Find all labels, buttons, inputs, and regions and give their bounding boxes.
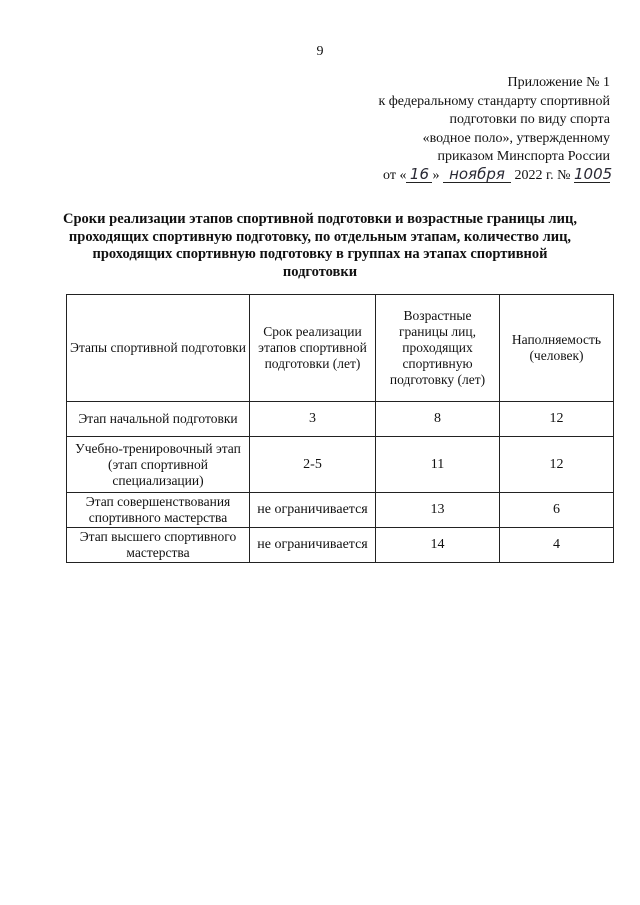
stage-cell: Этап начальной подготовки — [67, 402, 250, 437]
order-prefix: от « — [383, 167, 407, 183]
header-age: Возрастные границы лиц, проходящих спортивную подготовку (лет) — [376, 295, 500, 402]
age-cell: 14 — [376, 528, 500, 563]
order-day: 16 — [406, 168, 432, 183]
duration-cell: 3 — [250, 402, 376, 437]
duration-cell: не ограничивается — [250, 528, 376, 563]
capacity-cell: 12 — [500, 437, 614, 493]
duration-cell: 2-5 — [250, 437, 376, 493]
age-cell: 11 — [376, 437, 500, 493]
duration-cell: не ограничивается — [250, 493, 376, 528]
order-number: 1005 — [574, 164, 613, 183]
document-title: Сроки реализации этапов спортивной подготовки и возрастные границы лиц, проходящих спортивную подготовку, по отдельным этапам, количество лиц, проходящих спортивную подготовку в группах на этапах спортивной подготовки — [63, 211, 577, 280]
capacity-cell: 12 — [500, 402, 614, 437]
order-mid: » — [432, 167, 440, 183]
header-stage: Этапы спортивной подготовки — [67, 295, 250, 402]
appendix-header — [310, 74, 613, 185]
appendix-line: приказом Минспорта России — [437, 149, 610, 164]
order-year: 2022 г. № — [514, 167, 571, 183]
age-cell: 8 — [376, 402, 500, 437]
appendix-line: к федеральному стандарту спортивной — [378, 93, 610, 109]
capacity-cell: 6 — [500, 493, 614, 528]
appendix-line: «водное поло», утвержденному — [422, 130, 610, 146]
table-row — [67, 437, 614, 493]
stage-cell: Учебно-тренировочный этап (этап спортивной специализации) — [67, 437, 250, 493]
appendix-line: подготовки по виду спорта — [449, 112, 610, 127]
order-date-line — [310, 164, 613, 186]
header-duration: Срок реализации этапов спортивной подготовки (лет) — [250, 295, 376, 402]
page-number: 9 — [316, 44, 324, 59]
stages-table — [66, 294, 614, 563]
appendix-title: Приложение № 1 — [507, 75, 610, 90]
table-row — [67, 528, 614, 563]
table-row — [67, 493, 614, 528]
age-cell: 13 — [376, 493, 500, 528]
stage-cell: Этап совершенствования спортивного мастерства — [67, 493, 250, 528]
table-header-row — [67, 295, 614, 402]
table-row — [67, 402, 614, 437]
capacity-cell: 4 — [500, 528, 614, 563]
header-capacity: Наполняемость (человек) — [500, 295, 614, 402]
stage-cell: Этап высшего спортивного мастерства — [67, 528, 250, 563]
order-month: ноября — [443, 168, 511, 183]
